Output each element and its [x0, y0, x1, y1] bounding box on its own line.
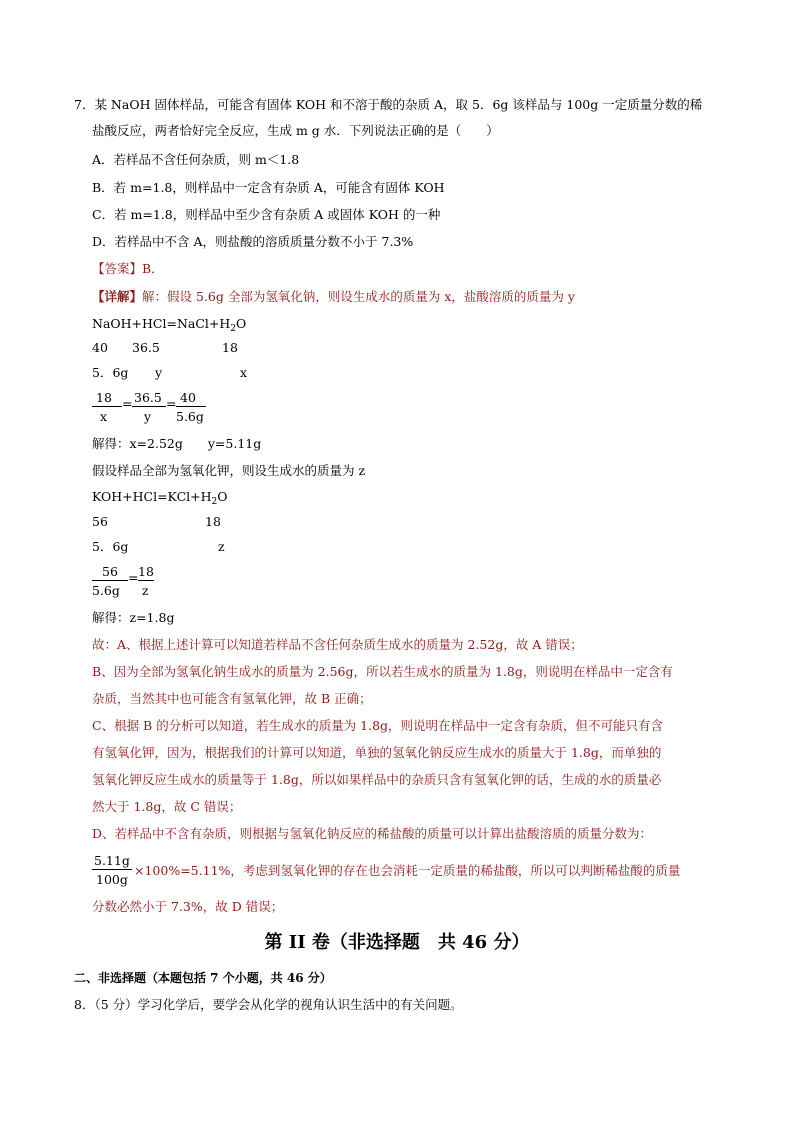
analysis-d-2: ×100%=5.11%，考虑到氢氧化钾的存在也会消耗一定质量的稀盐酸，所以可以判断稀盐酸的质量 — [134, 863, 681, 878]
answer: 【答案】B． — [92, 261, 164, 276]
question-7-stem-line-2: 盐酸反应，两者恰好完全反应，生成 m g 水．下列说法正确的是（ ） — [92, 123, 499, 138]
ratio-2-num-1: 56 — [102, 564, 118, 579]
part-2-title: 第 II 卷（非选择题 共 46 分） — [264, 932, 530, 953]
solution-2: 解得：z=1.8g — [92, 610, 175, 625]
ratio-1-num-2: 36.5 — [134, 390, 162, 405]
koh-intro: 假设样品全部为氢氧化钾，则设生成水的质量为 z — [92, 463, 366, 478]
analysis-c-4: 然大于 1.8g，故 C 错误； — [92, 799, 242, 814]
equation-koh-subscript: 2 — [211, 497, 218, 507]
document-page: 7．某 NaOH 固体样品，可能含有固体 KOH 和不溶于酸的杂质 A，取 5．6g 该样品与 100g 一定质量分数的稀 盐酸反应，两者恰好完全反应，生成 m g 水．下列说法正确的是（ ） A．若样品不含任何杂质，则 m＜1.8 B．若 m=1.8，则样品中一定含有杂质 A，可能含有固体 KOH C．若 m=1.8，则样品中至少含有杂质 A 或固体 KOH 的一种 D．若样品中不含 A，则盐酸的溶质质量分数不小于 7.3% 【答案】B． 【详解】解：假设 5.6g 全部为氢氧化钠，则设生成水的质量为 x，盐酸溶质的质量为 y $NaOH+HCl=NaCl+H_2O$ 40 36.5 18 5．6g y x 18 x = 36.5 y = 40 5.6g 解得：x=2.52g y=5.11g 假设样品全部为氢氧化钾，则设生成水的质量为 z $KOH+HCl=KCl+H_2O$ 56 18 5．6g z 56 5.6g = 18 z 解得：z=1.8g 故：A、根据上述计算可以知道若样品不含任何杂质生成水的质量为 2.52g，故 A 错误； B、因为全部为氢氧化钠生成水的质量为 2.56g，所以若生成水的质量为 1.8g，则说明在样品中一定含有 杂质，当然其中也可能含有氢氧化钾，故 B 正确； C、根据 B 的分析可以知道，若生成水的质量为 1.8g，则说明在样品中一定含有杂质，但不可能只有含 有氢氧化钾，因为，根据我们的计算可以知道，单独的氢氧化钠反应生成水的质量大于 1.8g，而单独的 氢氧化钾反应生成水的质量等于 1.8g，所以如果样品中的杂质只含有氢氧化钾的话，生成的水的质量必 然大于 1.8g，故 C 错误； D、若样品中不含有杂质，则根据与氢氧化钠反应的稀盐酸的质量可以计算出盐酸溶质的质量分数为： 5.11g 100g ×100%=5.11%，考虑到氢氧化钾的存在也会消耗一定质量的稀盐酸，所以可以判断稀盐酸的质量 分数必然小于 7.3%，故 D 错误； 第 II 卷（非选择题 共 46 分） 二、非选择题（本题包括 7 个小题，共 46 分） 8．（5 分）学习化学后，要学会从化学的视角认识生活中的有关问题。 — [0, 0, 794, 1123]
analysis-a: 故：A、根据上述计算可以知道若样品不含任何杂质生成水的质量为 2.52g，故 A 错误； — [92, 637, 583, 652]
mass-water-2: 18 — [205, 514, 221, 529]
ratio-1-num-1: 18 — [96, 390, 112, 405]
given-y: y — [155, 365, 163, 380]
mass-water: 18 — [222, 340, 238, 355]
fraction-d-num: 5.11g — [94, 853, 130, 868]
analysis-c-2: 有氢氧化钾，因为，根据我们的计算可以知道，单独的氢氧化钠反应生成水的质量大于 1.8g，而单独的 — [92, 745, 662, 760]
fraction-d-den: 100g — [96, 872, 128, 887]
analysis-b-2: 杂质，当然其中也可能含有氢氧化钾，故 B 正确； — [92, 691, 372, 706]
option-c: C．若 m=1.8，则样品中至少含有杂质 A 或固体 KOH 的一种 — [92, 207, 441, 222]
ratio-1-den-2: y — [144, 409, 152, 424]
detail-intro: 解：假设 5.6g 全部为氢氧化钠，则设生成水的质量为 x，盐酸溶质的质量为 y — [142, 289, 575, 304]
equation-naoh — [92, 316, 246, 334]
option-d: D．若样品中不含 A，则盐酸的溶质质量分数不小于 7.3% — [92, 234, 414, 249]
equation-naoh-tail: O — [236, 316, 247, 331]
given-sample: 5．6g — [92, 365, 129, 380]
question-8: 8．（5 分）学习化学后，要学会从化学的视角认识生活中的有关问题。 — [74, 997, 463, 1012]
equation-koh-tail: O — [217, 489, 228, 504]
given-sample-2: 5．6g — [92, 539, 129, 554]
ratio-1-den-3: 5.6g — [176, 409, 204, 424]
analysis-c-1: C、根据 B 的分析可以知道，若生成水的质量为 1.8g，则说明在样品中一定含有杂质，但不可能只有含 — [92, 718, 664, 733]
ratio-2-den-1: 5.6g — [92, 583, 120, 598]
analysis-d-1: D、若样品中不含有杂质，则根据与氢氧化钠反应的稀盐酸的质量可以计算出盐酸溶质的质量分数为： — [92, 826, 653, 841]
mass-naoh: 40 — [92, 340, 108, 355]
mass-koh: 56 — [92, 514, 108, 529]
ratio-2-den-2: z — [142, 583, 149, 598]
equation-koh-formula: KOH+HCl=KCl+H — [92, 489, 212, 504]
solution-1: 解得：x=2.52g y=5.11g — [92, 436, 262, 451]
option-a: A．若样品不含任何杂质，则 m＜1.8 — [92, 152, 300, 167]
section-heading: 二、非选择题（本题包括 7 个小题，共 46 分） — [74, 971, 332, 985]
given-z: z — [218, 539, 225, 554]
ratio-1-den-1: x — [100, 409, 108, 424]
question-7-stem-line-1: 7．某 NaOH 固体样品，可能含有固体 KOH 和不溶于酸的杂质 A，取 5．6g 该样品与 100g 一定质量分数的稀 — [74, 97, 703, 112]
detail-line — [92, 289, 575, 305]
detail-tag: 【详解】 — [92, 289, 143, 304]
equation-naoh-formula: NaOH+HCl=NaCl+H — [92, 316, 231, 331]
equation-naoh-subscript: 2 — [230, 324, 237, 334]
ratio-1-num-3: 40 — [180, 390, 196, 405]
ratio-2-num-2: 18 — [138, 564, 154, 579]
equation-koh — [92, 489, 228, 507]
analysis-d-3: 分数必然小于 7.3%，故 D 错误； — [92, 899, 284, 914]
mass-hcl: 36.5 — [132, 340, 160, 355]
analysis-b-1: B、因为全部为氢氧化钠生成水的质量为 2.56g，所以若生成水的质量为 1.8g，则说明在样品中一定含有 — [92, 664, 673, 679]
analysis-c-3: 氢氧化钾反应生成水的质量等于 1.8g，所以如果样品中的杂质只含有氢氧化钾的话，生成的水的质量必 — [92, 772, 662, 787]
option-b: B．若 m=1.8，则样品中一定含有杂质 A，可能含有固体 KOH — [92, 180, 445, 195]
given-x: x — [240, 365, 248, 380]
